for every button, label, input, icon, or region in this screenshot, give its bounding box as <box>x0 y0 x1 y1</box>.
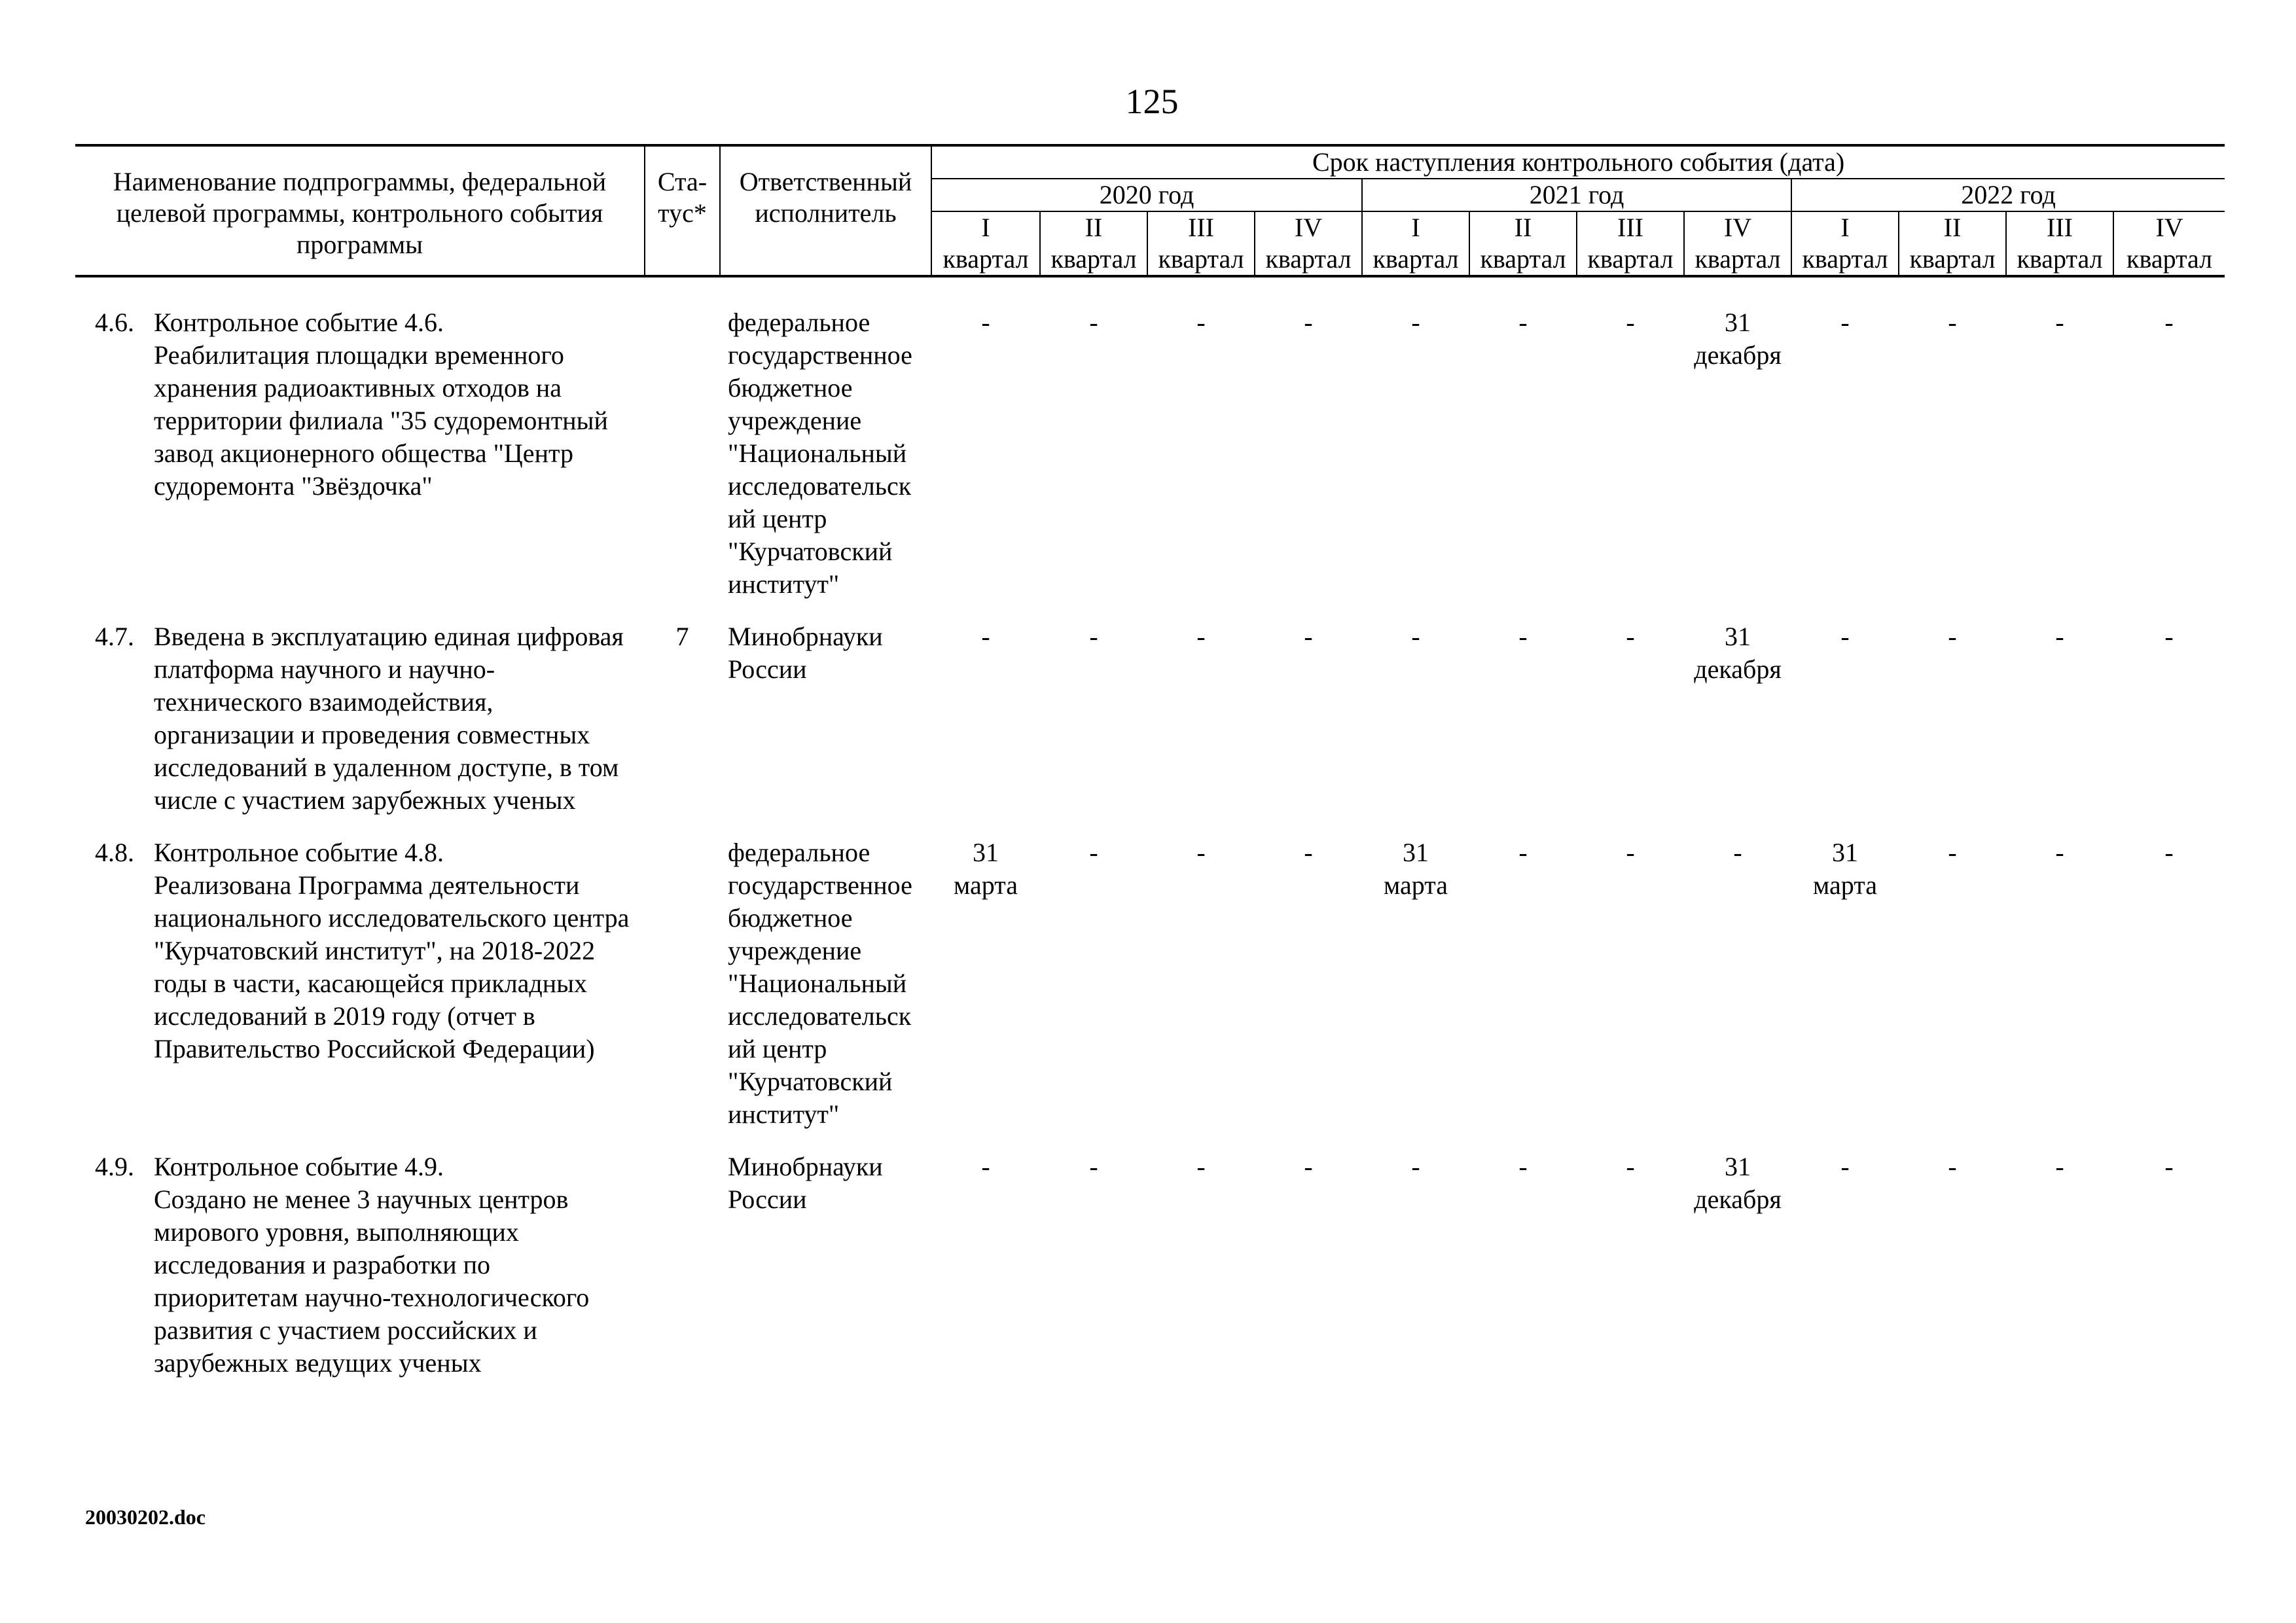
file-name: 20030202.doc <box>85 1505 206 1529</box>
quarter-deadline-cell: - <box>2055 308 2064 337</box>
quarter-deadline-cell: - <box>1196 308 1206 337</box>
header-quarter-numeral: I <box>931 211 1040 243</box>
quarter-deadline-cell: - <box>1840 308 1850 337</box>
header-quarter-word: квартал <box>1147 243 1255 276</box>
quarter-deadline-cell: - <box>1411 622 1420 651</box>
quarter-deadline-cell: - <box>2055 838 2064 867</box>
quarter-deadline-cell: - <box>1089 1152 1098 1181</box>
quarter-deadline-cell: - <box>981 1152 990 1181</box>
quarter-deadline-cell: - <box>1196 838 1206 867</box>
header-status-column: Ста- тус* <box>645 145 720 276</box>
quarter-deadline-cell: 31 декабря <box>1694 622 1782 684</box>
quarter-deadline-cell: - <box>1948 1152 1957 1181</box>
table-row <box>75 1150 2225 1399</box>
header-quarter-numeral: III <box>1147 211 1255 243</box>
responsible-executor: федеральное государственное бюджетное учреждение "Национальный исследовательск ий центр "Курчатовский институт" <box>728 838 912 1129</box>
event-name: Введена в эксплуатацию единая цифровая платформа научного и научно-технического взаимодействия, организации и проведения совместных исследований в удаленном доступе, в том числе с участием зарубежных ученых <box>154 622 624 815</box>
quarter-deadline-cell: - <box>1733 838 1742 867</box>
header-quarter-numeral: IV <box>2155 213 2183 242</box>
event-status <box>645 306 720 620</box>
quarter-deadline-cell: - <box>1626 622 1635 651</box>
quarter-deadline-cell: - <box>1948 308 1957 337</box>
header-deadline-group: Срок наступления контрольного события (дата) <box>931 145 2225 179</box>
quarter-deadline-cell: - <box>981 308 990 337</box>
quarter-deadline-cell: - <box>2055 1152 2064 1181</box>
quarter-deadline-cell: - <box>2164 308 2174 337</box>
quarter-deadline-cell: - <box>1840 1152 1850 1181</box>
row-number: 4.7. <box>95 622 134 651</box>
quarter-deadline-cell: 31 декабря <box>1694 1152 1782 1214</box>
header-quarter-word: квартал <box>1040 243 1147 276</box>
quarter-deadline-cell: - <box>1089 308 1098 337</box>
quarter-deadline-cell: - <box>1304 1152 1313 1181</box>
event-name: Контрольное событие 4.6. Реабилитация площадки временного хранения радиоактивных отходов на территории филиала "35 судоремонтный завод акционерного общества "Центр судоремонта "Звёздочка" <box>154 308 608 501</box>
quarter-deadline-cell: - <box>1411 308 1420 337</box>
event-status <box>645 1150 720 1399</box>
quarter-deadline-cell: - <box>1518 622 1528 651</box>
quarter-deadline-cell: - <box>1518 1152 1528 1181</box>
header-quarter-word: квартал <box>2113 243 2225 276</box>
event-status: 7 <box>675 622 689 651</box>
header-year-2020: 2020 год <box>931 179 1362 211</box>
header-quarter-numeral: II <box>1040 211 1147 243</box>
quarter-deadline-cell: - <box>1948 838 1957 867</box>
header-quarter-word: квартал <box>1684 243 1791 276</box>
quarter-deadline-cell: - <box>1089 838 1098 867</box>
table-row <box>75 306 2225 620</box>
quarter-deadline-cell: - <box>1626 838 1635 867</box>
header-quarter-numeral: III <box>1577 211 1684 243</box>
table-row <box>75 836 2225 1150</box>
quarter-deadline-cell: - <box>1196 622 1206 651</box>
event-status <box>645 836 720 1150</box>
header-quarter-word: квартал <box>1469 243 1577 276</box>
quarter-deadline-cell: - <box>2055 622 2064 651</box>
header-year-2021: 2021 год <box>1362 179 1791 211</box>
header-year-2022: 2022 год <box>1791 179 2225 211</box>
header-quarter-numeral: II <box>1469 211 1577 243</box>
quarter-deadline-cell: - <box>1304 622 1313 651</box>
header-quarter-word: квартал <box>1362 243 1469 276</box>
header-quarter-word: квартал <box>1899 243 2006 276</box>
event-name: Контрольное событие 4.9. Создано не менее 3 научных центров мирового уровня, выполняющих исследования и разработки по приоритетам научно-технологического развития с участием российских и зарубежных ведущих ученых <box>154 1152 590 1378</box>
quarter-deadline-cell: - <box>2164 838 2174 867</box>
row-number: 4.6. <box>95 308 134 337</box>
quarter-deadline-cell: 31 марта <box>954 838 1018 900</box>
header-quarter-numeral: IV <box>1255 211 1362 243</box>
header-quarter-numeral: I <box>1362 211 1469 243</box>
quarter-deadline-cell: - <box>1304 838 1313 867</box>
header-quarter-word: квартал <box>1791 243 1899 276</box>
row-number: 4.9. <box>95 1152 134 1181</box>
quarter-deadline-cell: 31 марта <box>1384 838 1448 900</box>
header-executor-column: Ответственный исполнитель <box>720 145 931 276</box>
header-quarter-word: квартал <box>931 243 1040 276</box>
table-header <box>75 145 2225 276</box>
quarter-deadline-cell: - <box>1840 622 1850 651</box>
header-quarter-numeral: I <box>1791 211 1899 243</box>
quarter-deadline-cell: 31 декабря <box>1694 308 1782 370</box>
spacer-row <box>75 276 2225 306</box>
quarter-deadline-cell: 31 марта <box>1813 838 1877 900</box>
responsible-executor: Минобрнауки России <box>728 1152 883 1214</box>
table-body <box>75 276 2225 1399</box>
quarter-deadline-cell: - <box>2164 622 2174 651</box>
control-events-table <box>75 144 2225 1399</box>
quarter-deadline-cell: - <box>1304 308 1313 337</box>
quarter-deadline-cell: - <box>1411 1152 1420 1181</box>
row-number: 4.8. <box>95 838 134 867</box>
header-name-column: Наименование подпрограммы, федеральной целевой программы, контрольного события программы <box>75 145 645 276</box>
table-row <box>75 620 2225 836</box>
quarter-deadline-cell: - <box>1518 838 1528 867</box>
quarter-deadline-cell: - <box>1948 622 1957 651</box>
event-name: Контрольное событие 4.8. Реализована Программа деятельности национального исследовательского центра "Курчатовский институт", на 2018-2022 годы в части, касающейся прикладных исследований в 2019 году (отчет в Правительство Российской Федерации) <box>154 838 630 1063</box>
quarter-deadline-cell: - <box>2164 1152 2174 1181</box>
responsible-executor: федеральное государственное бюджетное учреждение "Национальный исследовательск ий центр "Курчатовский институт" <box>728 308 912 599</box>
header-quarter-numeral: II <box>1899 211 2006 243</box>
header-quarter-word: квартал <box>1255 243 1362 276</box>
header-quarter-numeral: IV <box>1684 211 1791 243</box>
quarter-deadline-cell: - <box>981 622 990 651</box>
header-quarter-numeral: III <box>2006 211 2113 243</box>
quarter-deadline-cell: - <box>1626 308 1635 337</box>
quarter-deadline-cell: - <box>1196 1152 1206 1181</box>
responsible-executor: Минобрнауки России <box>728 622 883 684</box>
header-quarter-word: квартал <box>2006 243 2113 276</box>
page-number: 125 <box>1125 82 1179 121</box>
quarter-deadline-cell: - <box>1518 308 1528 337</box>
quarter-deadline-cell: - <box>1626 1152 1635 1181</box>
quarter-deadline-cell: - <box>1089 622 1098 651</box>
header-quarter-word: квартал <box>1577 243 1684 276</box>
